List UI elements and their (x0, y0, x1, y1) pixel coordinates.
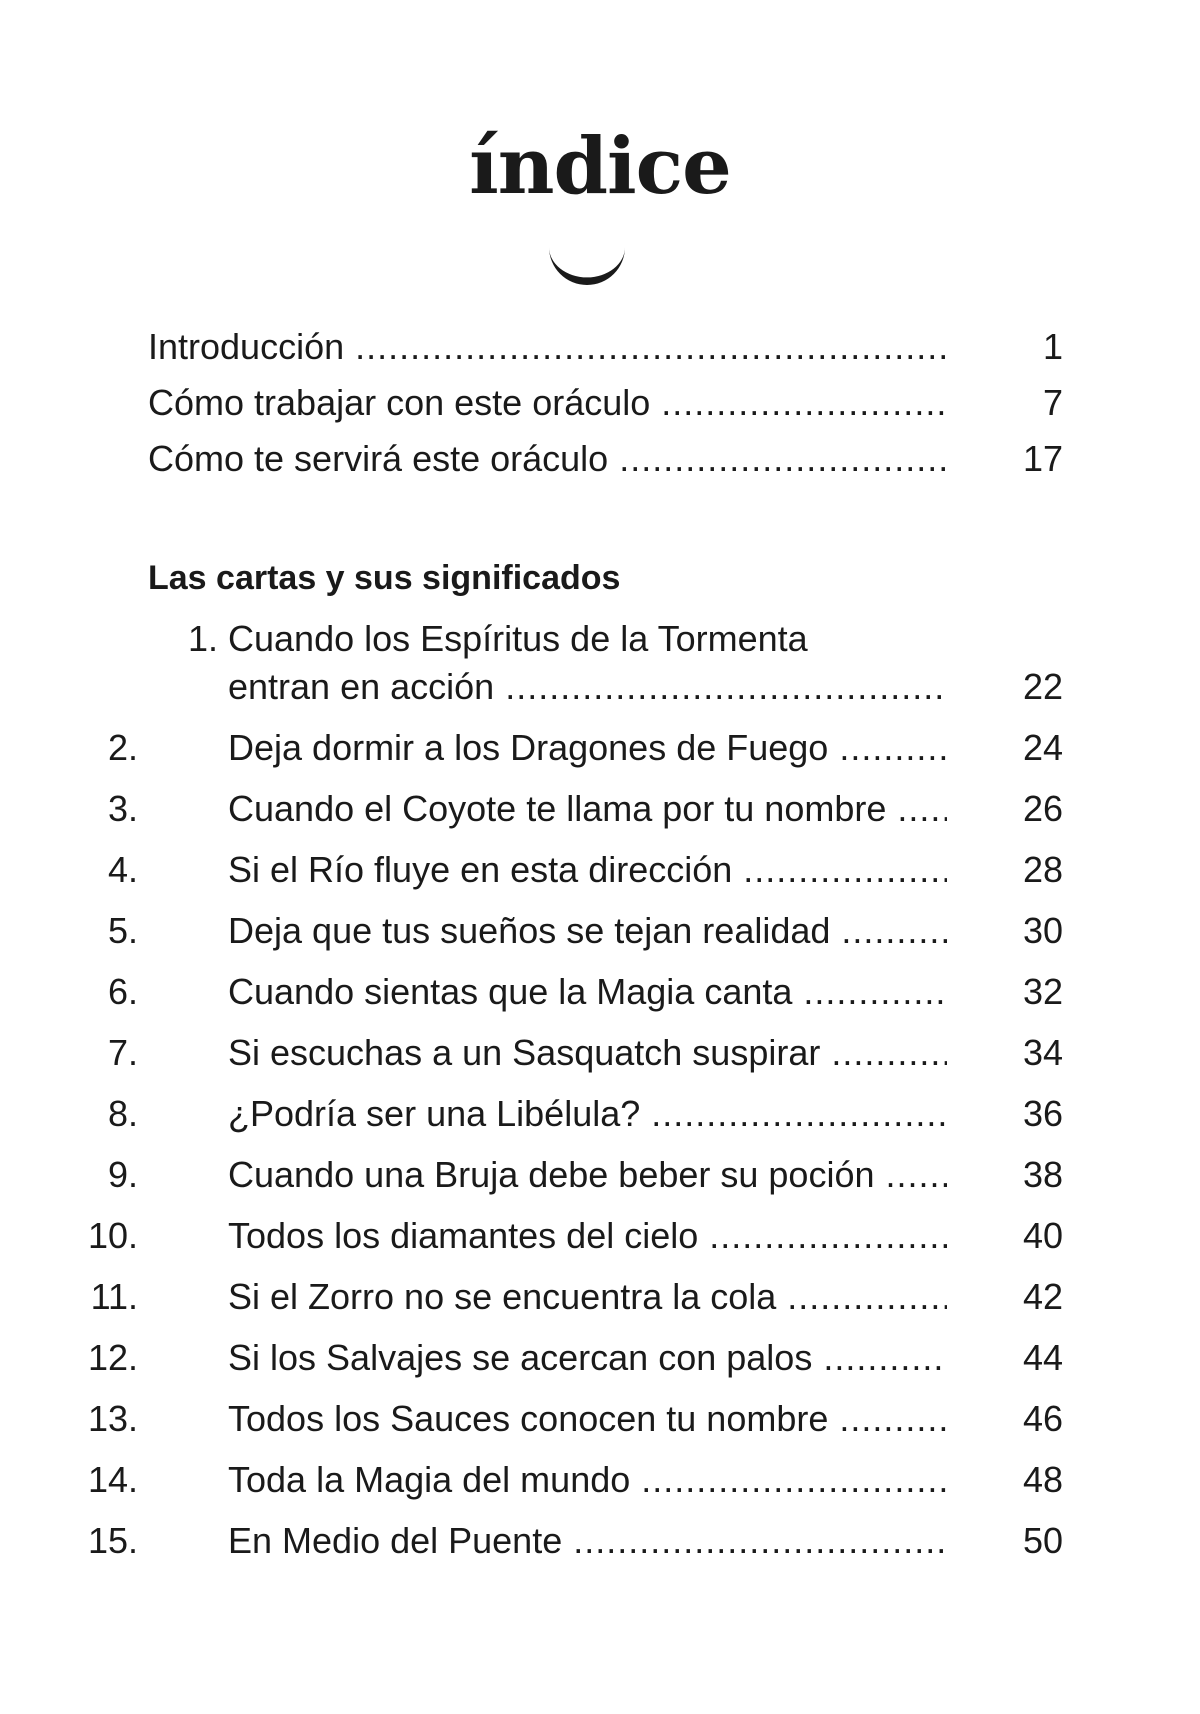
toc-entry[interactable] (148, 378, 1063, 428)
toc-entry-first-line[interactable]: Cuando los Espíritus de la Tormenta (228, 618, 808, 659)
toc-entry[interactable] (107, 784, 1063, 834)
toc-entry[interactable] (88, 1394, 1063, 1444)
toc-entry[interactable] (107, 1150, 1063, 1200)
toc-page-number: 34 (1022, 1032, 1063, 1073)
toc-page-number: 26 (1022, 788, 1063, 829)
toc-page-number: 36 (1022, 1093, 1063, 1134)
section-heading: Las cartas y sus significados (148, 559, 621, 597)
toc-entry-label: entran en acción (228, 666, 495, 707)
toc-entry-label: En Medio del Puente (228, 1520, 563, 1561)
toc-entry-number: 11. (90, 1276, 138, 1317)
toc-entry-number: 2. (107, 727, 138, 768)
toc-page-number: 17 (1022, 438, 1063, 479)
toc-entry[interactable] (107, 845, 1063, 895)
toc-entry-label: Deja dormir a los Dragones de Fuego (228, 727, 829, 768)
toc-entry-label: Introducción (148, 326, 345, 367)
toc-entry-label: ¿Podría ser una Libélula? (228, 1093, 641, 1134)
toc-entry-label: Si los Salvajes se acercan con palos (228, 1337, 813, 1378)
toc-entry[interactable] (107, 967, 1063, 1017)
toc-entry-label: Deja que tus sueños se tejan realidad (228, 910, 831, 951)
toc-entry-label: Cuando sientas que la Magia canta (228, 971, 793, 1012)
toc-page-number: 48 (1022, 1459, 1063, 1500)
toc-entry[interactable] (107, 723, 1063, 773)
toc-page-number: 42 (1022, 1276, 1063, 1317)
toc-entry-number: 8. (107, 1093, 138, 1134)
toc-entry[interactable] (88, 1516, 1063, 1566)
toc-page-number: 32 (1022, 971, 1063, 1012)
toc-entry-number: 5. (107, 910, 138, 951)
toc-page-number: 46 (1022, 1398, 1063, 1439)
toc-entry-label: Si el Río fluye en esta dirección (228, 849, 733, 890)
toc-entry-label: Si el Zorro no se encuentra la cola (228, 1276, 777, 1317)
page-title: índice (469, 121, 731, 212)
toc-page-number: 22 (1022, 666, 1063, 707)
toc-entry-label: Cómo trabajar con este oráculo (148, 382, 651, 423)
toc-entry-number: 3. (107, 788, 138, 829)
toc-entry-number: 10. (88, 1215, 139, 1256)
toc-page-number: 1 (1042, 326, 1063, 367)
toc-entry-number: 12. (88, 1337, 139, 1378)
toc-entry[interactable] (90, 1272, 1063, 1322)
toc-entry-number: 7. (107, 1032, 138, 1073)
toc-page-number: 44 (1022, 1337, 1063, 1378)
toc-entry-label: Todos los Sauces conocen tu nombre (228, 1398, 829, 1439)
toc-entry[interactable] (148, 434, 1063, 484)
toc-entry[interactable] (107, 1028, 1063, 1078)
toc-entry[interactable] (148, 662, 1063, 712)
toc-entry-label: Cuando una Bruja debe beber su poción (228, 1154, 875, 1195)
toc-page-number: 30 (1022, 910, 1063, 951)
toc-entry[interactable] (107, 906, 1063, 956)
toc-entry-label: Cómo te servirá este oráculo (148, 438, 609, 479)
toc-page-number: 38 (1022, 1154, 1063, 1195)
toc-entry-number: 13. (88, 1398, 139, 1439)
crescent-moon-icon (545, 243, 629, 315)
toc-entry-number: 1. (187, 618, 218, 659)
toc-page-number: 28 (1022, 849, 1063, 890)
toc-page-number: 50 (1022, 1520, 1063, 1561)
toc-entry-number: 15. (88, 1520, 139, 1561)
toc-entry-number: 14. (88, 1459, 139, 1500)
toc-entry-label: Todos los diamantes del cielo (228, 1215, 699, 1256)
toc-entry[interactable] (88, 1455, 1063, 1505)
toc-page-number: 7 (1042, 382, 1063, 423)
toc-entry-label: Cuando el Coyote te llama por tu nombre (228, 788, 887, 829)
toc-entry[interactable] (107, 1089, 1063, 1139)
toc-page-number: 40 (1022, 1215, 1063, 1256)
toc-entry[interactable] (148, 322, 1063, 372)
toc-entry-number: 6. (107, 971, 138, 1012)
toc-entry-number: 4. (107, 849, 138, 890)
toc-entry[interactable] (88, 1333, 1063, 1383)
toc-entry-label: Si escuchas a un Sasquatch suspirar (228, 1032, 821, 1073)
toc-entry[interactable] (88, 1211, 1063, 1261)
toc-page-number: 24 (1022, 727, 1063, 768)
toc-entry-label: Toda la Magia del mundo (228, 1459, 631, 1500)
toc-entry-number: 9. (107, 1154, 138, 1195)
